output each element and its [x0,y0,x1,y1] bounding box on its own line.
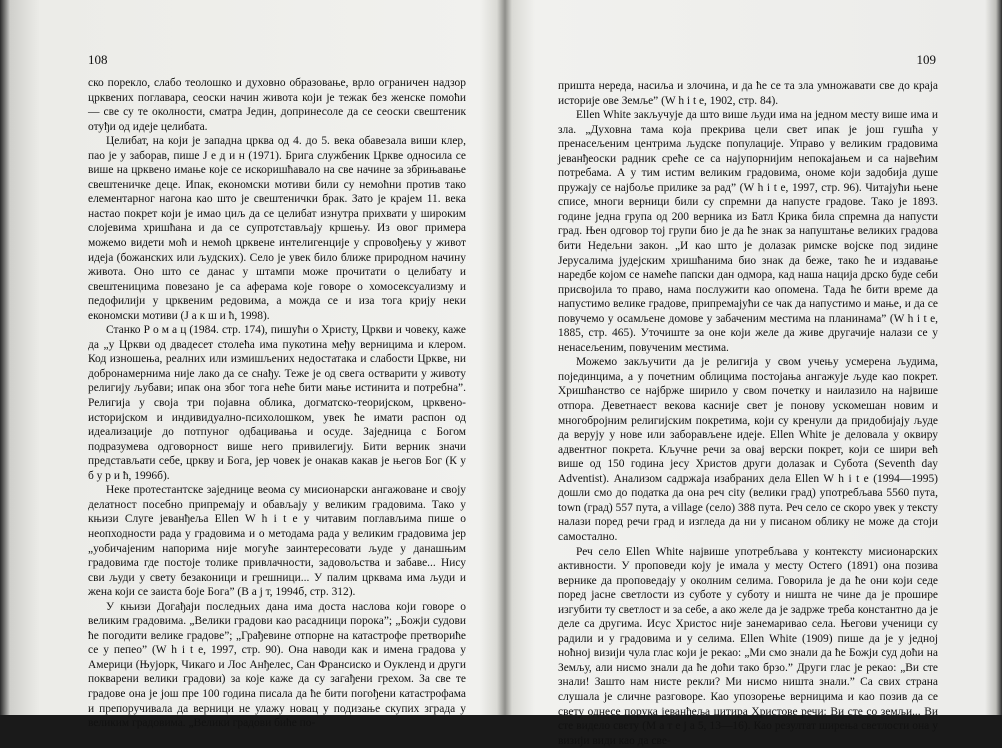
paragraph: Ellen White закључује да што више људи има на једном месту више има и зла. „Духовна тама која прекрива цели свет ипак је још гушћа у пренасељеним центрима људске популације. Управо у великим градовима јеванђеоски радник среће се са најупорнијим непокајањем и са највећим потребама. А у тим истим великим градовима, ономе који задобија душе пружају се најбоље прилике за рад” (W h i t e, 1997, стр. 96). Читајући њене списе, многи верници били су спремни да напусте градове. Тако је 1893. године једна група од 200 верника из Батл Крика била спремна да напусти град. Њен одговор тој групи био је да ће знак за напуштање великих градова бити Недељни закон. „И као што је долазак римске војске под зидине Јерусалима јудејским хришћанима био знак да беже, тако ће и издавање наредбе којом се намеће папски дан одмора, кад наша нација дрско буде себи присвојила то право, нама послужити као опомена. Тада ће бити време да напустимо велике градове, припремајући се чак да напустимо и мање, и да се повучемо у осамљене домове у забаченим местима на планинама” (W h i t e, 1885, стр. 465). Уточиште за оне који желе да живе другачије налази се у ненасељеним, повученим местима. [558,108,938,355]
paragraph: У књизи Догађаји последњих дана има доста наслова који говоре о великим градовима. „Велики градови као расадници порока”; „Божји судови ће погодити велике градове”; „Грађевине отпорне на катастрофе претвориће се у пепео” (W h i t e, 1997, стр. 90). Она наводи как и имена градова у Америци (Њујорк, Чикаго и Лос Анђелес, Сан Франсиско и Оукленд и други покварени велики градови) за које каже да су загађени грехом. За све те градове она је још пре 100 година писала да ће бити погођени катастрофама и препоручивала да верници не улажу новац у подизање скупих зграда у великим градовима. „Велики градови биће по- [88,600,466,731]
paragraph: ско порекло, слабо теолошко и духовно образовање, врло ограничен надзор црквених поглавара, сеоски начин живота који је тежак без женске помоћи — све су те околности, сматра Једин, допринесоле да се сеоски свештеник отуђи од идеје целибата. [88,76,466,134]
body-text [88,76,466,731]
paragraph: Целибат, на који је западна црква од 4. до 5. века обавезала виши клер, пао је у заборав, пише Ј е д и н (1971). Брига службеник Цркве односила се више на црквено имање које се искоришћавало на све начине за збрињавање свештеничке деце. Ипак, економски мотиви били су немоћни против тако елементарног нагона као што је свештенички брак. Зато је крајем 11. века настао покрет који је имао циљ да се целибат изнутра прихвати у широким слојевима хришћана и да се супротстављају кршењу. Из овог примера можемо видети моћ и немоћ црквене интелигенције у спровођењу у живот идеја (божанских или људских). Село је увек било ближе природном начину живота. Оно што се данас у штампи може прочитати о целибату и свештеницима повезано је са аферама које говоре о хомосексуализму и педофилији у црквеним редовима, а можда се и иза тога крију неки економски мотиви (Ј а к ш и ћ, 1998). [88,134,466,323]
paragraph: Можемо закључити да је религија у свом учењу усмерена људима, појединцима, а у почетним облицима постојања ангажује људе као покрет. Хришћанство се најбрже ширило у свом почетку и наилазило на највише отпора. Деветнаест векова касније свет је понову ускомешан новим и многобројним религијским покретима, који су кренули да придобијају људе да верују у нове или заборављене идеје. Ellen White је деловала у оквиру адвентног покрета. Кључне речи за овај верски покрет, који се шири већ више од 150 година јесу Христов други долазак и Субота (Seventh day Adventist). Анализом садржаја изабраних дела Ellen W h i t e (1994—1995) дошли смо до податка да она реч city (велики град) употребљава 5560 пута, town (град) 557 пута, а village (село) 388 пута. Реч село се скоро увек у тексту налази поред речи град и изгледа да ни у писаном облику не може да стоји самостално. [558,355,938,544]
left-page [0,0,502,715]
right-page [506,0,1002,715]
body-text [558,79,938,748]
page-number: 108 [88,52,108,68]
paragraph: Реч село Ellen White највише употребљава у контексту мисионарских активности. У проповеди коју је имала у месту Остего (1891) она позива вернике да проповедају у околним селима. Говорила је да ће они који седе поред јасне светлости из суботе у суботу и ништа не чине да је прошире изгубити ту светлост и за себе, а ако желе да је задрже треба константно да је деле са другима. Исус Христос није занемаривао села. Његови ученици су радили и у градовима и у селима. Ellen White (1909) пише да је у једној ноћној визији чула глас који је рекао: „Ми смо знали да ће Божји суд доћи на Земљу, али нисмо знали да ће доћи тако брзо.” Други глас је рекао: „Ви сте знали! Зашто нам нисте рекли? Ми нисмо ништа знали.” Са свих страна слушала је сличне разговоре. Као упозорење верницима и као позив да се свету однесе порука јеванђеља цитира Христове речи: Ви сте со земљи... Ви сте видело свету (М а т е ј а 5, 13—16). Као резултат ширења светлости она у визији види као да све- [558,545,938,748]
paragraph: Неке протестантске заједнице веома су мисионарски ангажоване и своју делатност посебно припремају и обављају у великим градовима. Тако у књизи Слуге јеванђеља Ellen W h i t e у читавим поглављима пише о неопходности рада у градовима и о методама рада у великим градовима јер „уобичајеним напорима није могуће заинтересовати људе у данашњим градовима где постоје толике привлачности, задовољства и забаве... Нису сви људи у свету безаконици и грешници... У палим црквама има људи и жена који се заиста боје Бога” (В а ј т, 1994б, стр. 312). [88,483,466,599]
paragraph: пришта нереда, насиља и злочина, и да ће се та зла умножавати све до краја историје ове Земље” (W h i t e, 1902, стр. 84). [558,79,938,108]
page-number: 109 [917,52,937,68]
paragraph: Станко Р о м а ц (1984. стр. 174), пишући о Христу, Цркви и човеку, каже да „у Цркви од двадесет столећа има пукотина међу верницима и клером. Код изношења, реалних или измишљених недостатака и слабости Цркве, ни добронамернима није лако да се снађу. Теже је од свега остварити у животу религију љубави; ипак она због тога неће бити мање истинита и потребна”. Религија у своја три појавна облика, догматско-теоријском, црквено-историјском и индивидуално-психолошком, увек ће имати распон од идеализације до потпуног одбацивања и осуде. Заједница с Богом подразумева одговорност више него привилегију. Бити верник значи представљати себе, цркву и Бога, јер човек је онакав какав је његов Бог (К у б у р и ћ, 1996б). [88,323,466,483]
